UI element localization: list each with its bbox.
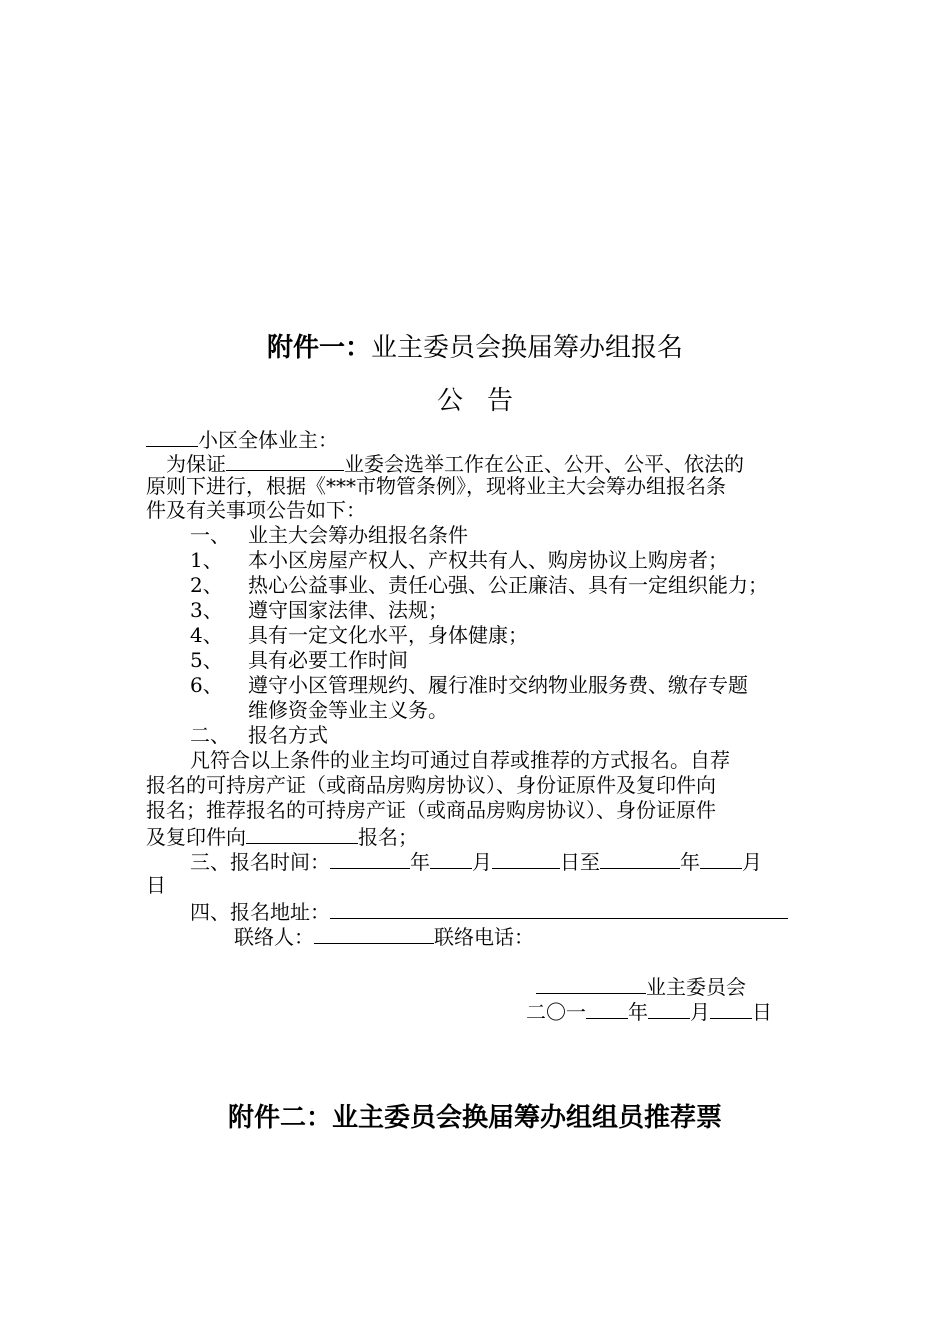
registration-time-day: 日: [146, 873, 166, 897]
paragraph-line: 报名；推荐报名的可持房产证（或商品房购房协议）、身份证原件: [146, 798, 716, 822]
list-item: 3、 遵守国家法律、法规；: [190, 598, 448, 622]
blank-day: [710, 998, 752, 1019]
paragraph-line: 原则下进行，根据《***市物管条例》，现将业主大会筹办组报名条: [146, 474, 726, 498]
attachment-one-title: 附件一：业主委员会换届筹办组报名: [266, 333, 684, 363]
blank-month: [430, 848, 472, 869]
paragraph-line: 报名的可持房产证（或商品房购房协议）、身份证原件及复印件向: [146, 773, 716, 797]
list-item: 6、 遵守小区管理规约、履行准时交纳物业服务费、缴存专题: [190, 673, 748, 697]
blank-community-name: [146, 426, 198, 447]
contact-line: 联络人： 联络电话：: [234, 925, 534, 949]
blank-day: [492, 848, 560, 869]
registration-time: 三、报名时间： 年 月 日至 年 月: [190, 850, 762, 874]
notice-heading: 公告: [436, 386, 537, 416]
blank-committee: [536, 973, 646, 994]
signature-committee: 业主委员会: [536, 973, 746, 999]
signature-date: 二〇一 年 月 日: [526, 1000, 772, 1024]
section-heading-1: 一、 业主大会筹办组报名条件: [190, 523, 468, 547]
paragraph-line: 件及有关事项公告如下：: [146, 498, 366, 522]
section-heading-2: 二、 报名方式: [190, 723, 328, 747]
paragraph-line: 及复印件向 报名；: [146, 825, 418, 849]
blank-year: [586, 998, 628, 1019]
blank-month: [700, 848, 742, 869]
paragraph-line: 凡符合以上条件的业主均可通过自荐或推荐的方式报名。自荐: [190, 748, 730, 772]
list-item: 2、 热心公益事业、责任心强、公正廉洁、具有一定组织能力；: [190, 573, 768, 597]
list-item: 4、 具有一定文化水平，身体健康；: [190, 623, 528, 647]
blank-field: [246, 823, 358, 844]
blank-year: [330, 848, 410, 869]
registration-address: 四、报名地址：: [190, 898, 788, 924]
blank-field: [226, 450, 344, 471]
list-item-continuation: 维修资金等业主义务。: [248, 698, 448, 722]
blank-month: [648, 998, 690, 1019]
attachment-two-title: 附件二：业主委员会换届筹办组组员推荐票: [227, 1103, 722, 1133]
paragraph-line: 为保证 业委会选举工作在公正、公开、公平、依法的: [166, 452, 744, 476]
blank-year: [600, 848, 680, 869]
list-item: 1、 本小区房屋产权人、产权共有人、购房协议上购房者；: [190, 548, 728, 572]
blank-contact: [314, 923, 434, 944]
blank-address: [330, 898, 788, 919]
salutation: 小区全体业主：: [146, 426, 338, 452]
list-item: 5、 具有必要工作时间: [190, 648, 408, 672]
